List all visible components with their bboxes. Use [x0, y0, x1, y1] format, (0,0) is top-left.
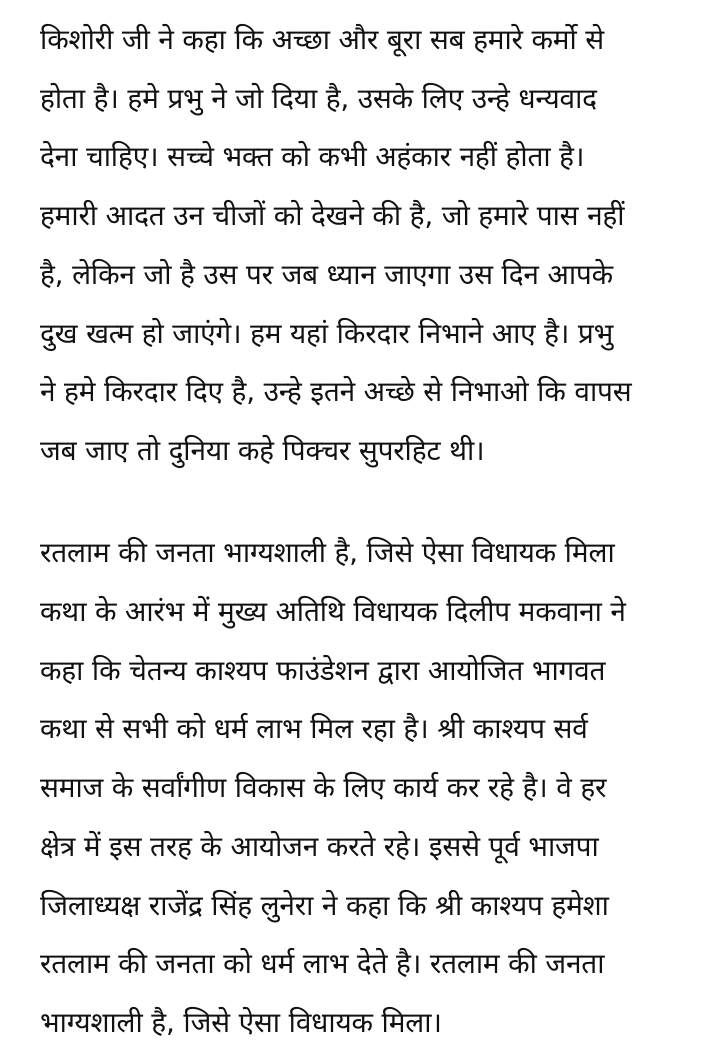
- paragraph-2-line: कथा के आरंभ में मुख्य अतिथि विधायक दिलीप मकवाना ने: [40, 595, 626, 628]
- paragraph-2-line: रतलाम की जनता को धर्म लाभ देते है। रतलाम की जनता: [40, 947, 605, 980]
- paragraph-2-line: जिलाध्यक्ष राजेंद्र सिंह लुनेरा ने कहा कि श्री काश्यप हमेशा: [40, 889, 609, 922]
- paragraph-1-line: होता है। हमे प्रभु ने जो दिया है, उसके लिए उन्हे धन्यवाद: [40, 82, 597, 115]
- paragraph-2-line: कथा से सभी को धर्म लाभ मिल रहा है। श्री काश्यप सर्व: [40, 712, 588, 745]
- paragraph-2-line: भाग्यशाली है, जिसे ऐसा विधायक मिला।: [40, 1006, 442, 1039]
- section-heading: रतलाम की जनता भाग्यशाली है, जिसे ऐसा विधायक मिला: [40, 536, 615, 569]
- paragraph-1-line: ने हमे किरदार दिए है, उन्हे इतने अच्छे से निभाओ कि वापस: [40, 375, 632, 408]
- paragraph-1-line: दुख खत्म हो जाएंगे। हम यहां किरदार निभाने आए है। प्रभु: [40, 317, 614, 350]
- paragraph-2-line: समाज के सर्वांगीण विकास के लिए कार्य कर रहे है। वे हर: [40, 771, 607, 804]
- paragraph-2-line: क्षेत्र में इस तरह के आयोजन करते रहे। इससे पूर्व भाजपा: [40, 830, 599, 863]
- paragraph-1-line: है, लेकिन जो है उस पर जब ध्यान जाएगा उस दिन आपके: [40, 258, 613, 291]
- paragraph-1-line: किशोरी जी ने कहा कि अच्छा और बूरा सब हमारे कर्मो से: [40, 23, 605, 56]
- paragraph-1-line: जब जाए तो दुनिया कहे पिक्चर सुपरहिट थी।: [40, 434, 485, 467]
- paragraph-1-line: हमारी आदत उन चीजों को देखने की है, जो हमारे पास नहीं: [40, 199, 625, 232]
- paragraph-2-line: कहा कि चेतन्य काश्यप फाउंडेशन द्वारा आयोजित भागवत: [40, 654, 606, 687]
- paragraph-1-line: देना चाहिए। सच्चे भक्त को कभी अहंकार नहीं होता है।: [40, 140, 585, 173]
